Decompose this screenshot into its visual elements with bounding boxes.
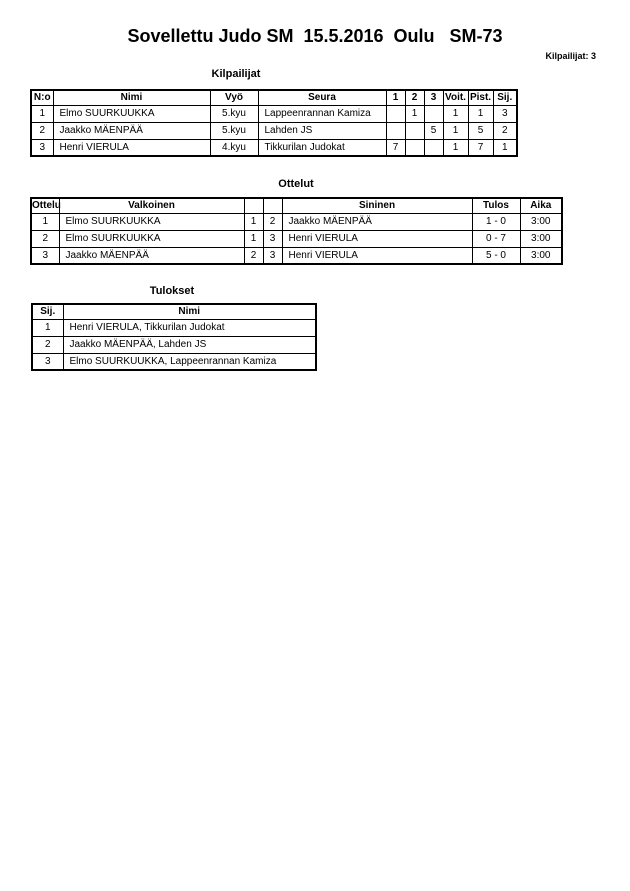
cell-pist: 5 [468, 122, 493, 139]
cell-aika: 3:00 [520, 213, 562, 230]
tulokset-row [32, 319, 316, 336]
cell-vyo: 5.kyu [210, 105, 258, 122]
cell-sij: 2 [493, 122, 517, 139]
cell-white-number: 2 [244, 247, 263, 264]
header-nimi: Nimi [63, 304, 316, 319]
cell-sininen: Jaakko MÄENPÄÄ [282, 213, 472, 230]
cell-round-3 [424, 105, 443, 122]
cell-valkoinen: Elmo SUURKUUKKA [59, 230, 244, 247]
page-title: Sovellettu Judo SM 15.5.2016 Oulu SM-73 [127, 26, 503, 46]
cell-nimi: Jaakko MÄENPÄÄ, Lahden JS [63, 336, 316, 353]
header-vyo: Vyö [210, 90, 258, 105]
tulokset-row [32, 353, 316, 370]
cell-ottelu: 1 [31, 213, 59, 230]
cell-round-2 [405, 139, 424, 156]
cell-vyo: 5.kyu [210, 122, 258, 139]
header-sininen: Sininen [282, 198, 472, 213]
cell-aika: 3:00 [520, 247, 562, 264]
cell-vyo: 4.kyu [210, 139, 258, 156]
header-voit: Voit. [443, 90, 468, 105]
cell-round-2: 1 [405, 105, 424, 122]
cell-seura: Lahden JS [258, 122, 386, 139]
cell-aika: 3:00 [520, 230, 562, 247]
kilpailijat-row [31, 105, 517, 122]
cell-round-3 [424, 139, 443, 156]
cell-round-2 [405, 122, 424, 139]
ottelut-row [31, 230, 562, 247]
header-sij: Sij. [493, 90, 517, 105]
cell-valkoinen: Elmo SUURKUUKKA [59, 213, 244, 230]
cell-sininen: Henri VIERULA [282, 230, 472, 247]
ottelut-row [31, 247, 562, 264]
ottelut-heading: Ottelut [278, 178, 314, 190]
cell-white-number: 1 [244, 213, 263, 230]
cell-valkoinen: Jaakko MÄENPÄÄ [59, 247, 244, 264]
competitors-count-label: Kilpailijat: 3 [545, 51, 596, 61]
kilpailijat-header-row [31, 90, 517, 105]
cell-sij: 3 [32, 353, 63, 370]
header-seura: Seura [258, 90, 386, 105]
header-round-2: 2 [405, 90, 424, 105]
cell-nimi: Jaakko MÄENPÄÄ [53, 122, 210, 139]
tulokset-heading: Tulokset [149, 285, 195, 297]
ottelut-row [31, 213, 562, 230]
cell-voit: 1 [443, 105, 468, 122]
header-round-1: 1 [386, 90, 405, 105]
cell-round-1: 7 [386, 139, 405, 156]
kilpailijat-heading: Kilpailijat [211, 68, 261, 80]
header-white-number [244, 198, 263, 213]
cell-round-3: 5 [424, 122, 443, 139]
ottelut-header-row [31, 198, 562, 213]
cell-no: 2 [31, 122, 53, 139]
header-ottelu: Ottelu [31, 198, 59, 213]
header-round-3: 3 [424, 90, 443, 105]
kilpailijat-row [31, 122, 517, 139]
cell-ottelu: 3 [31, 247, 59, 264]
cell-round-1 [386, 105, 405, 122]
cell-sij: 3 [493, 105, 517, 122]
tulokset-row [32, 336, 316, 353]
cell-nimi: Henri VIERULA [53, 139, 210, 156]
cell-pist: 7 [468, 139, 493, 156]
cell-seura: Lappeenrannan Kamiza [258, 105, 386, 122]
cell-seura: Tikkurilan Judokat [258, 139, 386, 156]
header-blue-number [263, 198, 282, 213]
cell-nimi: Henri VIERULA, Tikkurilan Judokat [63, 319, 316, 336]
tulokset-header-row [32, 304, 316, 319]
cell-sij: 2 [32, 336, 63, 353]
cell-blue-number: 3 [263, 230, 282, 247]
kilpailijat-row [31, 139, 517, 156]
kilpailijat-table [30, 89, 518, 157]
cell-round-1 [386, 122, 405, 139]
cell-voit: 1 [443, 139, 468, 156]
cell-tulos: 0 - 7 [472, 230, 520, 247]
cell-pist: 1 [468, 105, 493, 122]
cell-nimi: Elmo SUURKUUKKA [53, 105, 210, 122]
cell-no: 3 [31, 139, 53, 156]
cell-tulos: 5 - 0 [472, 247, 520, 264]
header-tulos: Tulos [472, 198, 520, 213]
cell-no: 1 [31, 105, 53, 122]
tulokset-table [31, 303, 317, 371]
header-pist: Pist. [468, 90, 493, 105]
cell-blue-number: 3 [263, 247, 282, 264]
cell-ottelu: 2 [31, 230, 59, 247]
cell-white-number: 1 [244, 230, 263, 247]
cell-voit: 1 [443, 122, 468, 139]
cell-tulos: 1 - 0 [472, 213, 520, 230]
cell-sininen: Henri VIERULA [282, 247, 472, 264]
header-no: N:o [31, 90, 53, 105]
cell-sij: 1 [32, 319, 63, 336]
header-sij: Sij. [32, 304, 63, 319]
header-aika: Aika [520, 198, 562, 213]
header-valkoinen: Valkoinen [59, 198, 244, 213]
cell-nimi: Elmo SUURKUUKKA, Lappeenrannan Kamiza [63, 353, 316, 370]
cell-blue-number: 2 [263, 213, 282, 230]
header-nimi: Nimi [53, 90, 210, 105]
cell-sij: 1 [493, 139, 517, 156]
ottelut-table [30, 197, 563, 265]
